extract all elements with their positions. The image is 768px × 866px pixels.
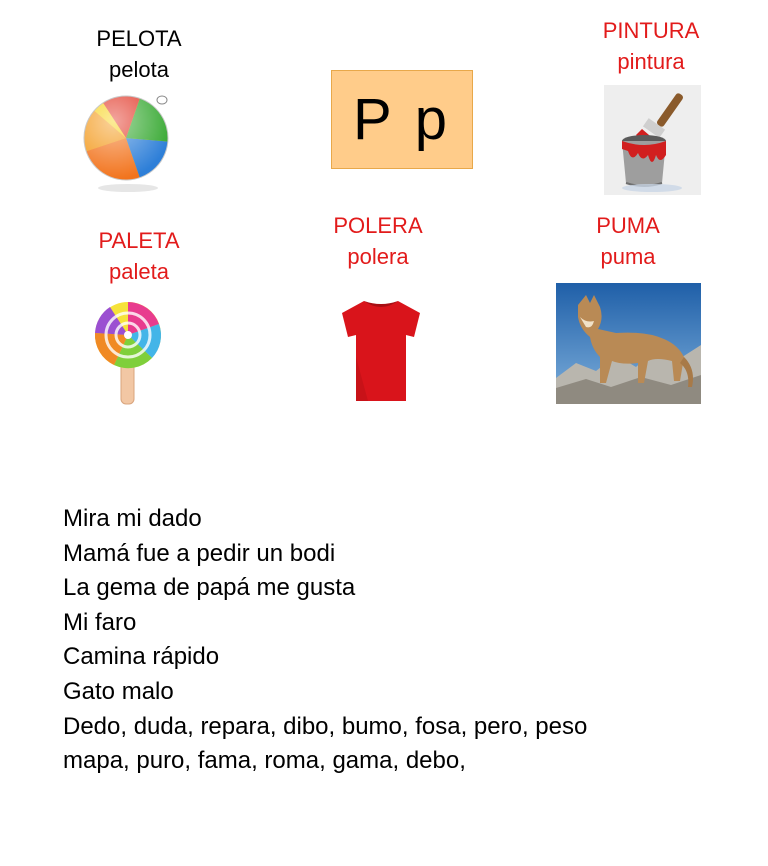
- lollipop-icon: [80, 298, 180, 408]
- word-upper: PALETA: [98, 228, 180, 253]
- word-upper: PELOTA: [96, 26, 182, 51]
- reading-line: Dedo, duda, repara, dibo, bumo, fosa, pero, peso: [63, 712, 588, 740]
- reading-lines: [63, 502, 587, 779]
- word-lower: polera: [347, 244, 409, 269]
- word-lower: pintura: [617, 49, 685, 74]
- letter-card: P p: [331, 70, 473, 169]
- word-label-paleta: [79, 225, 199, 287]
- reading-line: Camina rápido: [63, 643, 220, 671]
- reading-line: mapa, puro, fama, roma, gama, debo,: [63, 747, 466, 775]
- tshirt-icon: [338, 297, 424, 403]
- reading-line: Mira mi dado: [63, 505, 202, 532]
- word-label-pelota: [79, 23, 199, 85]
- beach-ball-icon: [82, 92, 174, 194]
- puma-icon: [556, 283, 701, 404]
- reading-line: Mamá fue a pedir un bodi: [63, 539, 336, 567]
- word-label-polera: [318, 210, 438, 272]
- reading-line: La gema de papá me gusta: [63, 574, 356, 602]
- word-upper: POLERA: [333, 213, 423, 238]
- word-upper: PUMA: [596, 213, 660, 238]
- reading-line: Mi faro: [63, 608, 137, 636]
- word-lower: puma: [600, 244, 656, 269]
- word-lower: paleta: [109, 259, 169, 284]
- word-upper: PINTURA: [602, 18, 700, 43]
- word-label-puma: [568, 210, 688, 272]
- paint-bucket-icon: [604, 85, 701, 195]
- word-label-pintura: [591, 15, 711, 77]
- word-lower: pelota: [109, 57, 169, 82]
- reading-line: Gato malo: [63, 677, 174, 705]
